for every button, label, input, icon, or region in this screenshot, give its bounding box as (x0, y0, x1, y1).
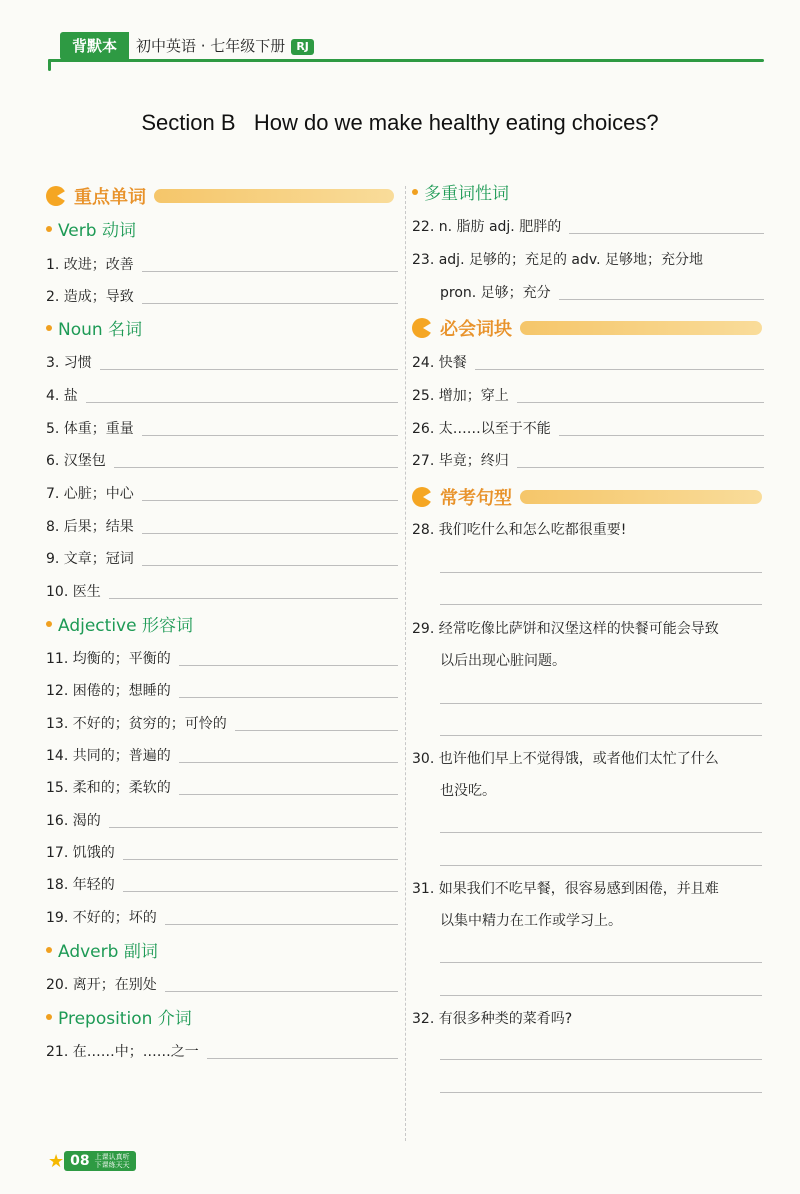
page-number-box (64, 1151, 135, 1171)
item-text: 24. 快餐 (412, 355, 467, 371)
item-text: 17. 饥饿的 (46, 845, 115, 861)
section-preposition (46, 1007, 192, 1031)
list-item (46, 713, 398, 735)
list-item (412, 418, 764, 440)
answer-line[interactable] (569, 232, 764, 234)
section-adjective (46, 614, 193, 638)
section-adverb (46, 940, 158, 964)
item-text: 9. 文章；冠词 (46, 551, 134, 567)
section-adjective-label: Adjective 形容词 (58, 616, 193, 636)
item-text: 14. 共同的；普遍的 (46, 748, 171, 764)
list-item (46, 548, 398, 570)
item-text: 15. 柔和的；柔软的 (46, 780, 171, 796)
page-header (48, 32, 764, 72)
item-text: 25. 增加；穿上 (412, 388, 509, 404)
banner-bar (520, 490, 762, 504)
banner-label: 重点单词 (74, 187, 146, 208)
answer-line[interactable] (142, 499, 398, 501)
book-subtitle-text: 初中英语 · 七年级下册 (136, 37, 286, 55)
item-text: 7. 心脏；中心 (46, 486, 134, 502)
answer-line[interactable] (142, 434, 398, 436)
answer-line[interactable] (440, 1059, 762, 1060)
list-item (46, 777, 398, 799)
answer-line[interactable] (440, 962, 762, 963)
sentence-28: 28. 我们吃什么和怎么吃都很重要! (412, 522, 627, 538)
banner-key-words (46, 183, 394, 209)
page-footer (48, 1150, 136, 1172)
banner-bar (520, 321, 762, 335)
column-divider (405, 186, 406, 1141)
list-item (46, 680, 398, 702)
answer-line[interactable] (440, 995, 762, 996)
item-text: 22. n. 脂肪 adj. 肥胖的 (412, 219, 562, 235)
list-item (412, 216, 764, 238)
answer-line[interactable] (559, 434, 764, 436)
answer-line[interactable] (179, 664, 398, 666)
footer-slogan (95, 1153, 130, 1169)
answer-line[interactable] (179, 793, 398, 795)
item-text: 3. 习惯 (46, 355, 92, 371)
section-multi-pos-label: 多重词性词 (424, 184, 509, 204)
bullet-dot (46, 621, 52, 627)
answer-line[interactable] (142, 270, 398, 272)
list-item (46, 352, 398, 374)
answer-line[interactable] (165, 990, 398, 992)
book-subtitle (136, 32, 314, 60)
bullet-dot (46, 1014, 52, 1020)
item-text: 2. 造成；导致 (46, 289, 134, 305)
list-item (440, 282, 764, 304)
list-item (46, 483, 398, 505)
sentence-31: 31. 如果我们不吃早餐，很容易感到困倦，并且难 (412, 881, 719, 897)
answer-line[interactable] (123, 890, 398, 892)
item-text: 23. adj. 足够的；充足的 adv. 足够地；充分地 (412, 252, 703, 268)
answer-line[interactable] (440, 865, 762, 866)
answer-line[interactable] (440, 572, 762, 573)
pacman-icon (412, 487, 432, 507)
section-adverb-label: Adverb 副词 (58, 942, 158, 962)
answer-line[interactable] (207, 1057, 398, 1059)
bullet-dot (46, 947, 52, 953)
page-number: 08 (70, 1153, 90, 1169)
list-item (46, 450, 398, 472)
banner-label: 必会词块 (440, 319, 512, 340)
answer-line[interactable] (142, 564, 398, 566)
list-item (412, 450, 764, 472)
answer-line[interactable] (517, 401, 764, 403)
list-item (412, 385, 764, 407)
list-item (46, 842, 398, 864)
bullet-dot (46, 325, 52, 331)
item-text: pron. 足够；充分 (440, 285, 551, 301)
star-icon: ★ (48, 1150, 65, 1172)
list-item (46, 516, 398, 538)
banner-sentences (412, 484, 762, 510)
list-item (46, 907, 398, 929)
slogan-line-2: 下课练天天 (94, 1161, 130, 1169)
answer-line[interactable] (440, 735, 762, 736)
section-verb (46, 219, 136, 243)
answer-line[interactable] (235, 729, 398, 731)
section-verb-label: Verb 动词 (58, 221, 136, 241)
section-noun (46, 318, 142, 342)
pacman-icon (412, 318, 432, 338)
section-noun-label: Noun 名词 (58, 320, 143, 340)
answer-line[interactable] (109, 597, 398, 599)
answer-line[interactable] (440, 604, 762, 605)
item-text: 16. 渴的 (46, 813, 101, 829)
bullet-dot (412, 189, 418, 195)
item-text: 6. 汉堡包 (46, 453, 106, 469)
answer-line[interactable] (440, 1092, 762, 1093)
item-text: 27. 毕竟；终归 (412, 453, 509, 469)
list-item (46, 745, 398, 767)
slogan-line-1: 上课认真听 (94, 1153, 130, 1161)
answer-line[interactable] (475, 368, 764, 370)
list-item (46, 581, 398, 603)
sentence-30-cont: 也没吃。 (440, 783, 496, 799)
section-multi-pos (412, 182, 509, 206)
item-text: 26. 太……以至于不能 (412, 421, 551, 437)
bullet-dot (46, 226, 52, 232)
list-item (46, 874, 398, 896)
series-badge: 背默本 (60, 32, 129, 60)
banner-bar (154, 189, 394, 203)
answer-line[interactable] (114, 466, 398, 468)
answer-line[interactable] (165, 923, 398, 925)
item-text: 11. 均衡的；平衡的 (46, 651, 171, 667)
answer-line[interactable] (179, 696, 398, 698)
answer-line[interactable] (559, 298, 764, 300)
answer-line[interactable] (440, 703, 762, 704)
answer-line[interactable] (100, 368, 398, 370)
answer-line[interactable] (179, 761, 398, 763)
list-item (412, 352, 764, 374)
item-text: 1. 改进；改善 (46, 257, 134, 273)
answer-line[interactable] (142, 532, 398, 534)
answer-line[interactable] (109, 826, 398, 828)
edition-badge: RJ (291, 39, 314, 55)
header-rule-hook (48, 59, 51, 71)
answer-line[interactable] (142, 302, 398, 304)
list-item (46, 648, 398, 670)
sentence-31-cont: 以集中精力在工作或学习上。 (440, 913, 622, 929)
item-text: 8. 后果；结果 (46, 519, 134, 535)
sentence-29-cont: 以后出现心脏问题。 (440, 653, 566, 669)
page-title: Section B How do we make healthy eating choices? (141, 110, 659, 135)
item-text: 19. 不好的；坏的 (46, 910, 157, 926)
item-text: 5. 体重；重量 (46, 421, 134, 437)
item-text: 18. 年轻的 (46, 877, 115, 893)
pacman-icon (46, 186, 66, 206)
item-text: 20. 离开；在别处 (46, 977, 157, 993)
list-item (46, 385, 398, 407)
list-item (46, 418, 398, 440)
sentence-32: 32. 有很多种类的菜肴吗? (412, 1011, 573, 1027)
answer-line[interactable] (86, 401, 398, 403)
list-item (46, 974, 398, 996)
answer-line[interactable] (517, 466, 764, 468)
list-item (46, 254, 398, 276)
item-text: 21. 在……中；……之一 (46, 1044, 199, 1060)
answer-line[interactable] (123, 858, 398, 860)
banner-phrases (412, 315, 762, 341)
item-text: 13. 不好的；贫穷的；可怜的 (46, 716, 227, 732)
sentence-30: 30. 也许他们早上不觉得饿，或者他们太忙了什么 (412, 751, 719, 767)
list-item (46, 1041, 398, 1063)
answer-line[interactable] (440, 832, 762, 833)
item-text: 4. 盐 (46, 388, 78, 404)
list-item (46, 810, 398, 832)
list-item (412, 249, 764, 271)
section-preposition-label: Preposition 介词 (58, 1009, 192, 1029)
banner-label: 常考句型 (440, 488, 512, 509)
sentence-29: 29. 经常吃像比萨饼和汉堡这样的快餐可能会导致 (412, 621, 719, 637)
item-text: 10. 医生 (46, 584, 101, 600)
list-item (46, 286, 398, 308)
item-text: 12. 困倦的；想睡的 (46, 683, 171, 699)
